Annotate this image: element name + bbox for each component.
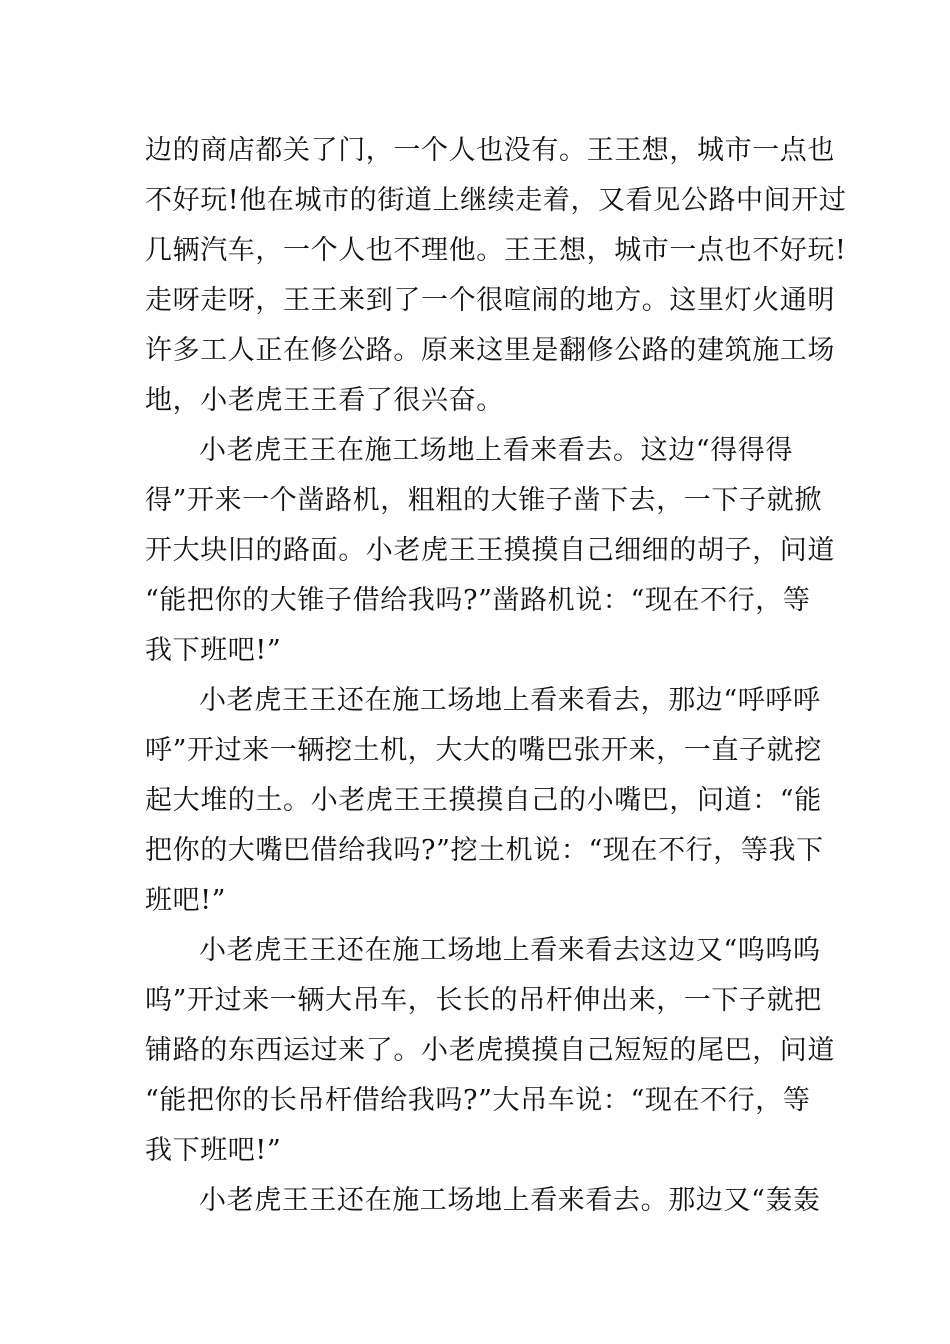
text-line: 小老虎王王还在施工场地上看来看去。那边又“轰轰 (199, 1185, 821, 1216)
text-line: 许多工人正在修公路。原来这里是翻修公路的建筑施工场 (145, 335, 835, 366)
text-line: “能把你的长吊杆借给我吗?”大吊车说：“现在不行，等 (145, 1085, 811, 1116)
text-line: 呼”开过来一辆挖土机，大大的嘴巴张开来，一直子就挖 (145, 735, 822, 766)
paragraph (145, 426, 835, 676)
text-line: 我下班吧!” (145, 635, 282, 666)
text-line: 小老虎王王还在施工场地上看来看去这边又“呜呜呜 (199, 935, 821, 966)
text-line: 小老虎王王在施工场地上看来看去。这边“得得得 (199, 435, 794, 466)
text-line: 起大堆的土。小老虎王王摸摸自己的小嘴巴，问道：“能 (145, 785, 822, 816)
paragraph (145, 126, 847, 426)
paragraph (145, 926, 835, 1176)
text-line: 边的商店都关了门，一个人也没有。王王想，城市一点也 (145, 135, 835, 166)
text-line: “能把你的大锥子借给我吗?”凿路机说：“现在不行，等 (145, 585, 811, 616)
text-line: 班吧!” (145, 885, 227, 916)
text-line: 呜”开过来一辆大吊车，长长的吊杆伸出来，一下子就把 (145, 985, 822, 1016)
text-line: 开大块旧的路面。小老虎王王摸摸自己细细的胡子，问道 (145, 535, 835, 566)
text-line: 得”开来一个凿路机，粗粗的大锥子凿下去，一下子就掀 (145, 485, 822, 516)
text-line: 把你的大嘴巴借给我吗?”挖土机说：“现在不行，等我下 (145, 835, 824, 866)
text-line: 地，小老虎王王看了很兴奋。 (145, 385, 504, 416)
text-line: 几辆汽车，一个人也不理他。王王想，城市一点也不好玩! (145, 235, 847, 266)
text-line: 走呀走呀，王王来到了一个很喧闹的地方。这里灯火通明 (145, 285, 835, 316)
text-line: 铺路的东西运过来了。小老虎摸摸自己短短的尾巴，问道 (145, 1035, 835, 1066)
body-text (145, 126, 847, 1226)
text-line: 小老虎王王还在施工场地上看来看去，那边“呼呼呼 (199, 685, 821, 716)
text-line: 不好玩!他在城市的街道上继续走着，又看见公路中间开过 (145, 185, 847, 216)
paragraph (145, 676, 824, 926)
text-line: 我下班吧!” (145, 1135, 282, 1166)
paragraph (145, 1176, 821, 1226)
